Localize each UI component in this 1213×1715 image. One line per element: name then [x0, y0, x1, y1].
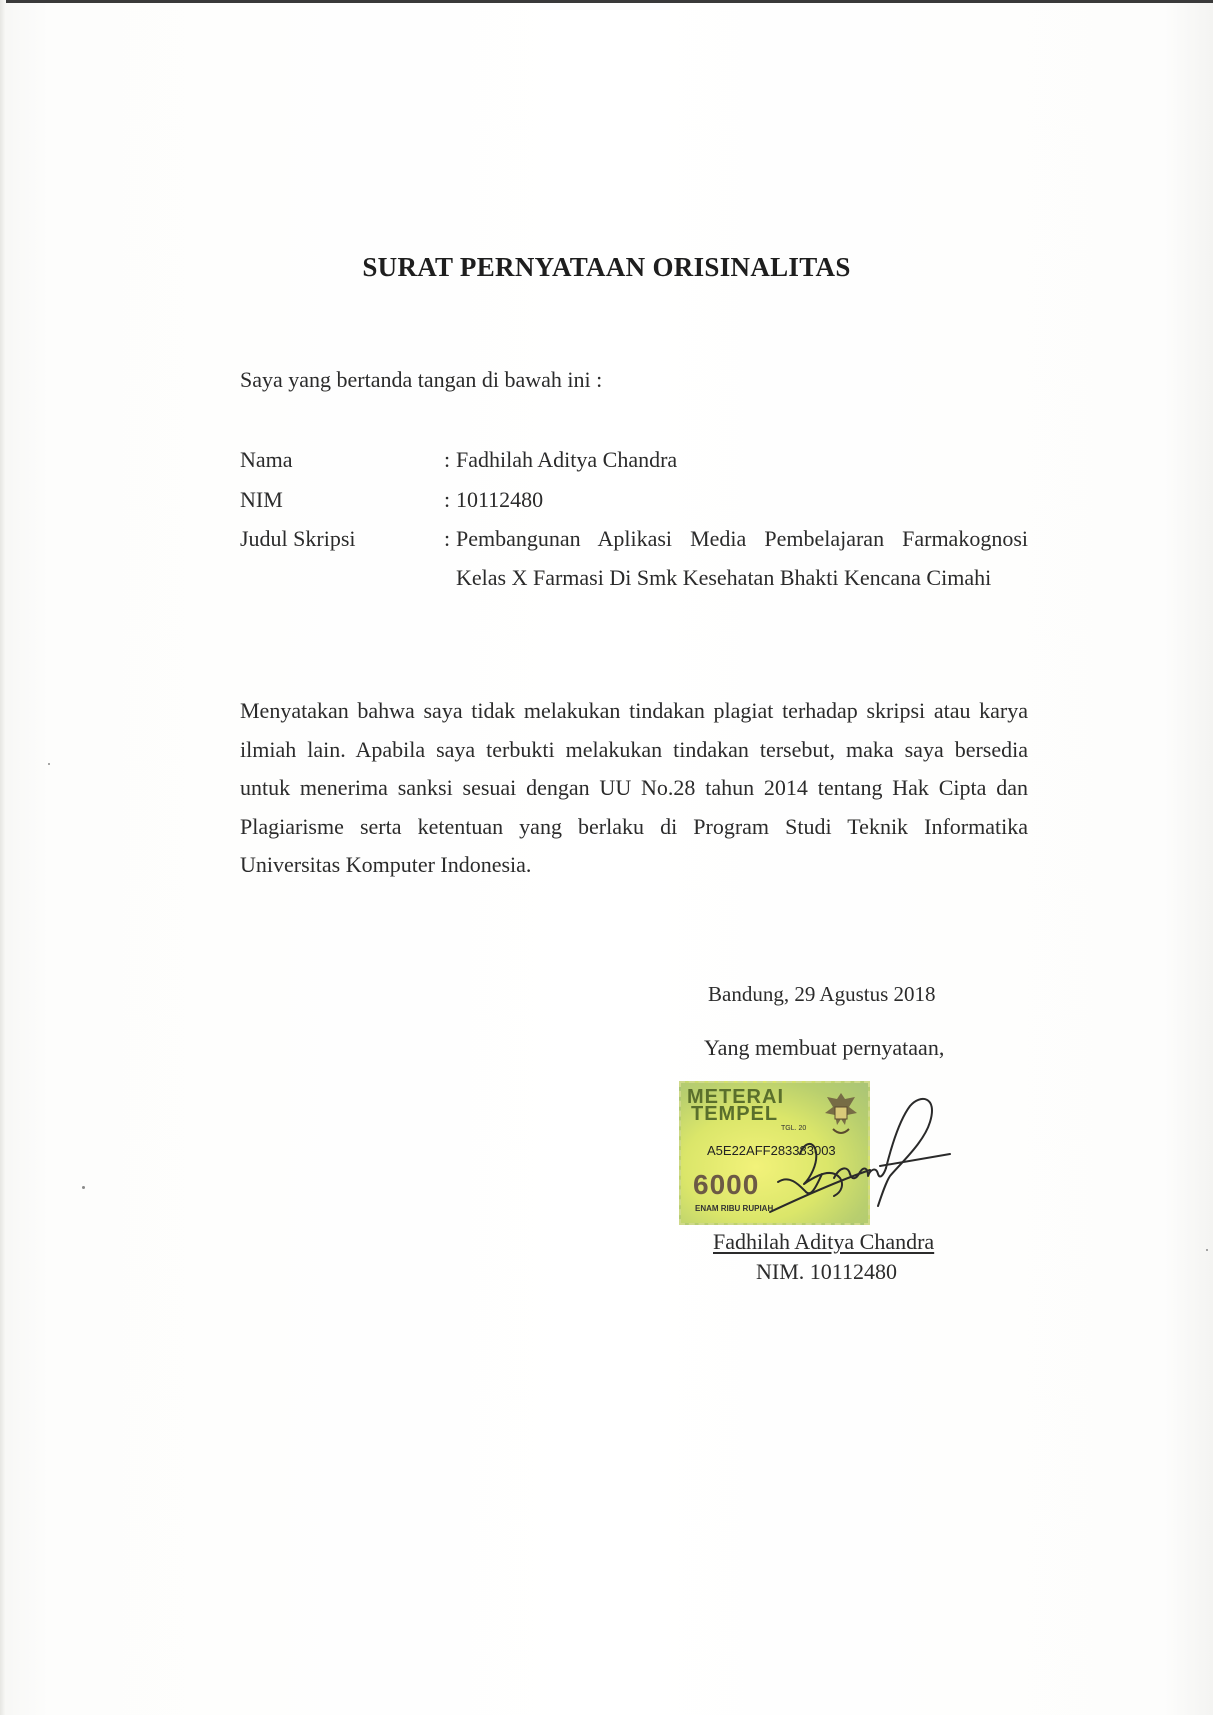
field-colon: : — [444, 487, 451, 512]
field-value-nama: Fadhilah Aditya Chandra — [456, 447, 678, 472]
signer-name: Fadhilah Aditya Chandra — [713, 1229, 935, 1254]
maker-label: Yang membuat pernyataan, — [704, 1035, 945, 1060]
stamp-serial: A5E22AFF283383003 — [707, 1143, 836, 1158]
field-value-judul: Pembangunan Aplikasi Media Pembelajaran Farmakognosi Kelas X Farmasi Di Smk Kesehatan Bhakti Kencana Cimahi — [456, 526, 1028, 590]
field-colon: : — [444, 526, 451, 551]
signer-id: NIM. 10112480 — [756, 1259, 897, 1284]
field-label-nim: NIM — [240, 487, 283, 512]
field-colon: : — [444, 447, 451, 472]
place-date: Bandung, 29 Agustus 2018 — [708, 982, 936, 1006]
stamp-label: TEMPEL — [691, 1103, 779, 1125]
stamp-date-label: TGL. 20 — [781, 1125, 807, 1132]
handwritten-signature-icon — [760, 1082, 1000, 1232]
stamp-value: 6000 — [693, 1169, 760, 1200]
stamp-label: METERAI — [687, 1086, 784, 1108]
field-value-nim: 10112480 — [456, 487, 544, 512]
field-label-nama: Nama — [240, 447, 293, 472]
document-title: SURAT PERNYATAAN ORISINALITAS — [362, 252, 851, 282]
scan-top-edge — [0, 0, 1213, 3]
scan-speck — [48, 763, 50, 765]
statement-paragraph: Menyatakan bahwa saya tidak melakukan tindakan plagiat terhadap skripsi atau karya ilmiah lain. Apabila saya terbukti melakukan tindakan tersebut, maka saya bersedia untuk menerima sanksi sesuai dengan UU No.28 tahun 2014 tentang Hak Cipta dan Plagiarisme serta ketentuan yang berlaku di Program Studi Teknik Informatika Universitas Komputer Indonesia. — [240, 698, 1028, 877]
intro-text: Saya yang bertanda tangan di bawah ini : — [240, 367, 603, 392]
scan-speck — [1206, 1249, 1208, 1251]
scan-speck — [82, 1186, 85, 1189]
field-label-judul: Judul Skripsi — [240, 526, 356, 551]
stamp-value-words: ENAM RIBU RUPIAH — [695, 1204, 774, 1213]
